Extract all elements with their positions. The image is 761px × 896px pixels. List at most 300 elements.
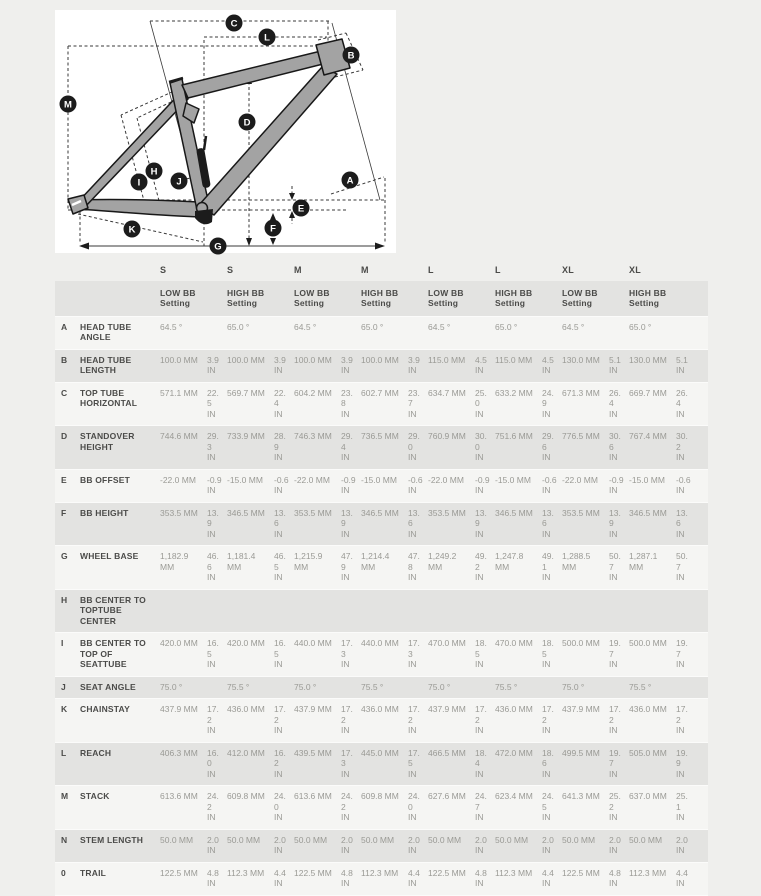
value-mm: -22.0 MM — [294, 474, 330, 485]
value-in: 4.4 IN — [676, 867, 688, 888]
value-mm: 112.3 MM — [361, 867, 399, 878]
value-mm: 609.8 MM — [227, 791, 265, 801]
value-deg: 75.0 ° — [160, 681, 183, 692]
value-in: 16.0 IN — [207, 747, 219, 779]
value-mm: -15.0 MM — [227, 474, 263, 485]
value-deg: 75.0 ° — [428, 681, 451, 692]
value-mm: -15.0 MM — [629, 474, 665, 485]
value-mm — [227, 595, 274, 596]
row-letter: J — [61, 681, 66, 692]
row-name: STACK — [80, 791, 110, 801]
row-name: BB HEIGHT — [80, 507, 129, 518]
value-in: 17.2 IN — [475, 704, 487, 735]
value-deg: 64.5 ° — [562, 321, 585, 332]
value-in: 30.6 IN — [609, 431, 621, 462]
row-letter: A — [61, 321, 68, 332]
table-row-m — [55, 786, 708, 830]
value-mm: -15.0 MM — [495, 474, 531, 485]
value-in: 19.7 IN — [609, 638, 621, 669]
value-mm: 439.5 MM — [294, 747, 332, 758]
spacer — [475, 682, 495, 683]
row-name: STANDOVER HEIGHT — [80, 431, 135, 452]
value-in: 24.2 IN — [341, 791, 353, 822]
value-in: -0.6 IN — [408, 474, 423, 495]
svg-text:G: G — [214, 241, 222, 253]
value-in: 2.0 IN — [609, 834, 621, 855]
row-letter: H — [61, 594, 68, 605]
row-name: REACH — [80, 747, 112, 758]
diagram-label-l — [259, 29, 276, 46]
svg-text:F: F — [270, 223, 276, 235]
row-name: TOP TUBE HORIZONTAL — [80, 387, 138, 408]
value-mm: 1,287.1 MM — [629, 551, 658, 572]
value-mm: 746.3 MM — [294, 431, 332, 441]
value-in: 3.9 IN — [341, 354, 353, 375]
value-in: 4.8 IN — [475, 867, 487, 888]
value-in: 13.6 IN — [274, 507, 286, 539]
diagram-label-d — [239, 114, 256, 131]
row-letter: K — [61, 704, 68, 714]
svg-text:J: J — [176, 176, 182, 188]
value-in: -0.9 IN — [341, 474, 356, 495]
value-in: 13.9 IN — [609, 507, 621, 539]
svg-text:M: M — [64, 99, 72, 111]
diagram-label-i — [131, 174, 148, 191]
value-mm: 50.0 MM — [160, 834, 194, 845]
value-in — [475, 595, 495, 596]
row-name: CHAINSTAY — [80, 704, 130, 714]
row-letter: C — [61, 387, 68, 398]
value-mm: 346.5 MM — [227, 507, 265, 518]
value-mm: 744.6 MM — [160, 431, 198, 441]
value-in: 4.4 IN — [542, 867, 554, 888]
table-row-i — [55, 633, 708, 677]
value-in: 13.9 IN — [475, 507, 487, 539]
value-mm: 100.0 MM — [227, 354, 265, 365]
row-letter: N — [61, 834, 68, 845]
size-header-label: S — [160, 265, 167, 275]
value-mm: 440.0 MM — [361, 638, 399, 648]
value-mm: 470.0 MM — [428, 638, 466, 648]
setting-header-label: HIGH BB Setting — [227, 287, 265, 308]
spacer — [475, 288, 495, 289]
value-in: 26.4 IN — [609, 387, 621, 419]
svg-text:D: D — [243, 117, 251, 129]
shock-shaft — [204, 136, 206, 150]
value-in: 29.6 IN — [542, 431, 554, 462]
value-mm — [160, 595, 207, 596]
spacer — [408, 288, 428, 289]
value-in: 25.0 IN — [475, 387, 487, 419]
size-header-label: M — [294, 265, 302, 275]
value-deg: 65.0 ° — [495, 321, 518, 332]
value-mm: 1,182.9 MM — [160, 551, 189, 572]
value-deg: 75.0 ° — [562, 681, 585, 692]
value-mm: 346.5 MM — [361, 507, 399, 518]
value-in — [207, 595, 227, 596]
value-mm: 609.8 MM — [361, 791, 399, 801]
value-mm: 115.0 MM — [428, 354, 466, 365]
value-in — [542, 595, 562, 596]
value-in: 17.2 IN — [542, 704, 554, 735]
value-mm: 50.0 MM — [227, 834, 261, 845]
table-size-header — [55, 257, 708, 281]
value-in: -0.6 IN — [676, 474, 691, 495]
value-mm: 353.5 MM — [160, 507, 198, 518]
value-in: 2.0 IN — [341, 834, 353, 855]
setting-header-label: LOW BB Setting — [562, 287, 598, 308]
row-name: SEAT ANGLE — [80, 681, 136, 692]
spacer — [676, 288, 696, 289]
value-in — [609, 595, 629, 596]
value-mm: 130.0 MM — [629, 354, 667, 365]
spacer — [609, 682, 629, 683]
spacer — [274, 682, 294, 683]
value-in: 23.8 IN — [341, 387, 353, 419]
value-mm: 100.0 MM — [294, 354, 332, 365]
value-in: 17.2 IN — [609, 704, 621, 735]
value-mm: 1,181.4 MM — [227, 551, 256, 572]
value-in: 29.3 IN — [207, 431, 219, 462]
row-letter: I — [61, 638, 64, 648]
value-in: 17.3 IN — [341, 747, 353, 779]
svg-text:H: H — [150, 166, 158, 178]
value-mm: 420.0 MM — [160, 638, 198, 648]
spacer — [207, 288, 227, 289]
value-deg: 64.5 ° — [294, 321, 317, 332]
value-in: 17.3 IN — [408, 638, 420, 669]
value-mm — [562, 595, 609, 596]
value-mm: 1,214.4 MM — [361, 551, 390, 572]
spacer — [341, 265, 361, 266]
value-mm — [361, 595, 408, 596]
spacer — [341, 322, 361, 323]
value-in: -0.9 IN — [207, 474, 222, 495]
value-deg: 75.5 ° — [227, 681, 250, 692]
value-in: 23.7 IN — [408, 387, 420, 419]
value-mm: 671.3 MM — [562, 387, 600, 398]
value-mm: -15.0 MM — [361, 474, 397, 485]
value-mm: 353.5 MM — [294, 507, 332, 518]
table-row-n — [55, 830, 708, 863]
value-in: 5.1 IN — [609, 354, 621, 375]
value-in: 30.2 IN — [676, 431, 688, 462]
geometry-table — [55, 257, 708, 896]
value-in: 13.6 IN — [408, 507, 420, 539]
value-mm — [428, 595, 475, 596]
value-mm: 112.3 MM — [227, 867, 265, 878]
size-header-label: M — [361, 265, 369, 275]
setting-header-label: LOW BB Setting — [428, 287, 464, 308]
value-deg: 75.0 ° — [294, 681, 317, 692]
table-row-a — [55, 317, 708, 350]
spacer — [609, 322, 629, 323]
value-in: 16.5 IN — [207, 638, 219, 669]
row-letter: M — [61, 791, 69, 801]
value-in: 47.9 IN — [341, 551, 353, 582]
spacer — [475, 265, 495, 266]
spacer — [609, 265, 629, 266]
svg-text:I: I — [137, 177, 141, 189]
table-row-j — [55, 677, 708, 700]
diagram-label-a — [342, 172, 359, 189]
value-in: 19.7 IN — [676, 638, 688, 669]
value-mm: 633.2 MM — [495, 387, 533, 398]
value-mm: 420.0 MM — [227, 638, 265, 648]
value-mm: 613.6 MM — [160, 791, 198, 801]
table-row-h — [55, 590, 708, 634]
value-in: 46.5 IN — [274, 551, 286, 582]
spacer — [542, 265, 562, 266]
value-mm: 437.9 MM — [294, 704, 332, 714]
value-mm: 130.0 MM — [562, 354, 600, 365]
row-name: STEM LENGTH — [80, 834, 144, 845]
value-in: 13.9 IN — [207, 507, 219, 539]
chainstay-line — [78, 214, 203, 242]
value-deg: 75.5 ° — [629, 681, 652, 692]
value-in: 47.8 IN — [408, 551, 420, 582]
table-row-f — [55, 503, 708, 547]
value-deg: 65.0 ° — [227, 321, 250, 332]
value-in: 49.2 IN — [475, 551, 487, 582]
value-mm: 634.7 MM — [428, 387, 466, 398]
value-mm: 100.0 MM — [160, 354, 198, 365]
value-mm: 1,247.8 MM — [495, 551, 524, 572]
value-mm: 122.5 MM — [160, 867, 198, 878]
setting-header-label: LOW BB Setting — [294, 287, 330, 308]
value-in: 24.0 IN — [274, 791, 286, 822]
svg-text:L: L — [264, 32, 270, 44]
value-in: 18.5 IN — [542, 638, 554, 669]
value-mm: 505.0 MM — [629, 747, 667, 758]
value-in: -0.6 IN — [274, 474, 289, 495]
value-mm: 470.0 MM — [495, 638, 533, 648]
spacer — [542, 322, 562, 323]
value-in: 17.5 IN — [408, 747, 420, 779]
spacer — [55, 265, 80, 266]
spacer — [207, 682, 227, 683]
value-in: 16.5 IN — [274, 638, 286, 669]
value-in: -0.9 IN — [609, 474, 624, 495]
value-in: 4.8 IN — [207, 867, 219, 888]
setting-header-label: HIGH BB Setting — [361, 287, 399, 308]
row-name: HEAD TUBE LENGTH — [80, 354, 132, 375]
value-mm: 50.0 MM — [629, 834, 663, 845]
value-deg: 75.5 ° — [495, 681, 518, 692]
value-in: 24.0 IN — [408, 791, 420, 822]
value-mm: 122.5 MM — [428, 867, 466, 878]
value-mm: 50.0 MM — [294, 834, 328, 845]
value-mm: 760.9 MM — [428, 431, 466, 441]
value-in: 30.0 IN — [475, 431, 487, 462]
spacer — [80, 288, 160, 289]
value-mm: 641.3 MM — [562, 791, 600, 801]
row-name: HEAD TUBE ANGLE — [80, 321, 132, 342]
value-in: 4.8 IN — [609, 867, 621, 888]
value-in: 4.8 IN — [341, 867, 353, 888]
value-mm: 751.6 MM — [495, 431, 533, 441]
spacer — [341, 682, 361, 683]
spacer — [274, 265, 294, 266]
diagram-label-f — [265, 220, 282, 237]
value-in: 19.7 IN — [609, 747, 621, 779]
value-in: 17.2 IN — [676, 704, 688, 735]
value-in — [676, 595, 696, 596]
value-mm: 669.7 MM — [629, 387, 667, 398]
value-mm: 436.0 MM — [227, 704, 265, 714]
value-mm: 122.5 MM — [562, 867, 600, 878]
diagram-label-h — [146, 163, 163, 180]
value-mm: 50.0 MM — [428, 834, 462, 845]
value-deg: 64.5 ° — [160, 321, 183, 332]
value-in: 17.2 IN — [207, 704, 219, 735]
value-in: 16.2 IN — [274, 747, 286, 779]
seatstay-shape — [77, 91, 188, 209]
row-letter: G — [61, 551, 68, 561]
value-mm: 637.0 MM — [629, 791, 667, 801]
size-header-label: L — [495, 265, 501, 275]
value-mm: 571.1 MM — [160, 387, 198, 398]
value-mm: 353.5 MM — [428, 507, 466, 518]
value-in: 2.0 IN — [676, 834, 688, 855]
row-name: BB OFFSET — [80, 474, 130, 485]
size-header-label: S — [227, 265, 234, 275]
value-in — [274, 595, 294, 596]
value-in: 26.4 IN — [676, 387, 688, 419]
value-in: 18.6 IN — [542, 747, 554, 779]
chainguard-shape — [195, 209, 213, 224]
value-in: 49.1 IN — [542, 551, 554, 582]
svg-text:C: C — [230, 18, 238, 30]
setting-header-label: HIGH BB Setting — [495, 287, 533, 308]
value-deg: 64.5 ° — [428, 321, 451, 332]
spacer — [274, 322, 294, 323]
value-in: -0.6 IN — [542, 474, 557, 495]
value-mm: 436.0 MM — [361, 704, 399, 714]
value-mm: 353.5 MM — [562, 507, 600, 518]
size-header-label: L — [428, 265, 434, 275]
value-mm: 500.0 MM — [629, 638, 667, 648]
value-mm: 440.0 MM — [294, 638, 332, 648]
size-header-label: XL — [562, 265, 575, 275]
bike-frame — [68, 39, 350, 224]
spacer — [80, 265, 160, 266]
geometry-diagram-svg — [55, 10, 396, 253]
row-letter: E — [61, 474, 67, 485]
diagram-label-j — [171, 173, 188, 190]
spacer — [55, 288, 80, 289]
spacer — [408, 682, 428, 683]
value-mm: 623.4 MM — [495, 791, 533, 801]
value-in: 5.1 IN — [676, 354, 688, 375]
row-letter: L — [61, 747, 67, 758]
value-in: 24.5 IN — [542, 791, 554, 822]
diagram-label-c — [226, 15, 243, 32]
row-name: WHEEL BASE — [80, 551, 139, 561]
value-mm: 466.5 MM — [428, 747, 466, 758]
value-mm — [629, 595, 676, 596]
value-in — [341, 595, 361, 596]
diagram-label-b — [343, 47, 360, 64]
row-letter: B — [61, 354, 68, 365]
svg-text:K: K — [128, 224, 136, 236]
value-in: 4.5 IN — [542, 354, 554, 375]
value-in: 50.7 IN — [609, 551, 621, 582]
value-mm: 346.5 MM — [495, 507, 533, 518]
value-in: 2.0 IN — [408, 834, 420, 855]
value-mm: 436.0 MM — [629, 704, 667, 714]
value-in: 2.0 IN — [542, 834, 554, 855]
value-in: 13.6 IN — [542, 507, 554, 539]
row-letter: F — [61, 507, 67, 518]
spacer — [408, 322, 428, 323]
value-mm: 500.0 MM — [562, 638, 600, 648]
value-in: 17.2 IN — [408, 704, 420, 735]
table-row-e — [55, 470, 708, 503]
table-body — [55, 317, 708, 896]
value-mm — [294, 595, 341, 596]
value-in: 25.1 IN — [676, 791, 688, 822]
spacer — [676, 265, 696, 266]
value-mm — [495, 595, 542, 596]
value-mm: 1,249.2 MM — [428, 551, 457, 572]
value-mm: 499.5 MM — [562, 747, 600, 758]
value-in: -0.9 IN — [475, 474, 490, 495]
value-in: 24.9 IN — [542, 387, 554, 419]
value-mm: 100.0 MM — [361, 354, 399, 365]
value-mm: -22.0 MM — [160, 474, 196, 485]
value-in: 17.3 IN — [341, 638, 353, 669]
table-row-b — [55, 350, 708, 383]
value-deg: 75.5 ° — [361, 681, 384, 692]
value-in: 24.7 IN — [475, 791, 487, 822]
table-row-0 — [55, 863, 708, 896]
table-row-c — [55, 383, 708, 427]
value-in: 3.9 IN — [274, 354, 286, 375]
value-in: 3.9 IN — [408, 354, 420, 375]
value-in: 46.6 IN — [207, 551, 219, 582]
value-in: 25.2 IN — [609, 791, 621, 822]
table-setting-header — [55, 281, 708, 317]
value-mm: 733.9 MM — [227, 431, 265, 441]
value-in: 2.0 IN — [207, 834, 219, 855]
svg-text:B: B — [347, 50, 355, 62]
value-in: 3.9 IN — [207, 354, 219, 375]
value-in: 4.4 IN — [274, 867, 286, 888]
value-mm: 406.3 MM — [160, 747, 198, 758]
value-in: 22.5 IN — [207, 387, 219, 419]
spacer — [542, 288, 562, 289]
row-letter: 0 — [61, 867, 66, 878]
value-mm: 112.3 MM — [629, 867, 667, 878]
table-row-g — [55, 546, 708, 590]
value-mm: -22.0 MM — [562, 474, 598, 485]
value-mm: 115.0 MM — [495, 354, 533, 365]
seattube-shape — [170, 79, 209, 210]
value-mm: 767.4 MM — [629, 431, 667, 441]
value-mm: 346.5 MM — [629, 507, 667, 518]
diagram-label-m — [60, 96, 77, 113]
value-in — [408, 595, 428, 596]
value-in: 19.9 IN — [676, 747, 688, 779]
spacer — [207, 322, 227, 323]
value-mm: 736.5 MM — [361, 431, 399, 441]
frame-geometry-diagram — [55, 10, 396, 253]
value-mm: 627.6 MM — [428, 791, 466, 801]
value-mm: 472.0 MM — [495, 747, 533, 758]
value-in: 2.0 IN — [274, 834, 286, 855]
value-in: 50.7 IN — [676, 551, 688, 582]
